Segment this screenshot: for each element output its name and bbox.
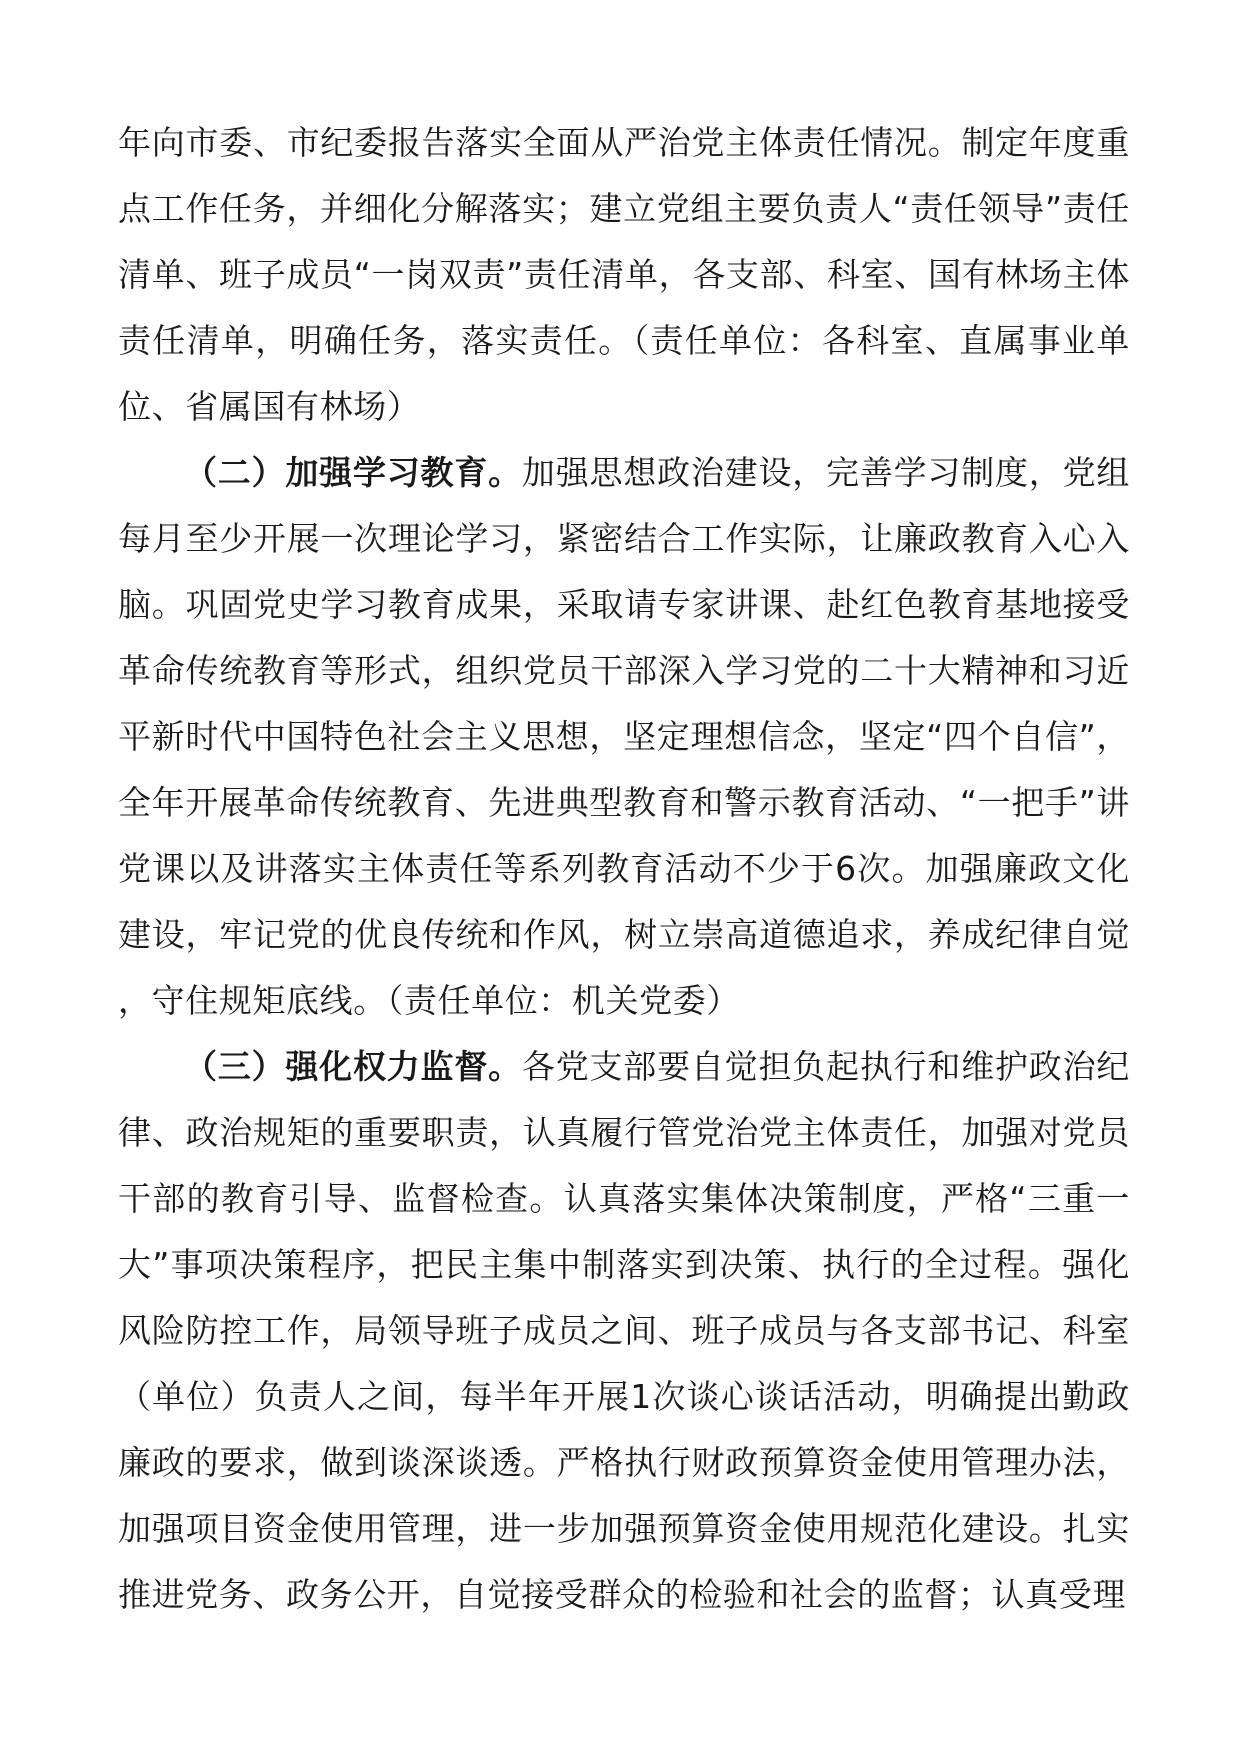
document-body [118,110,1130,1628]
section-heading-learning-education: （二）加强学习教育。 [184,453,522,492]
paragraph-text: 加强思想政治建设，完善学习制度，党组每月至少开展一次理论学习，紧密结合工作实际，让廉政教育入心入脑。巩固党史学习教育成果，采取请专家讲课、赴红色教育基地接受革命传统教育等形式，组织党员干部深入学习党的二十大精神和习近平新时代中国特色社会主义思想，坚定理想信念，坚定“四个自信”，全年开展革命传统教育、先进典型教育和警示教育活动、“一把手”讲党课以及讲落实主体责任等系列教育活动不少于6次。加强廉政文化建设，牢记党的优良传统和作风，树立崇高道德追求，养成纪律自觉，守住规矩底线。（责任单位：机关党委） [118,453,1130,1020]
section-heading-power-supervision: （三）强化权力监督。 [184,1047,522,1086]
paragraph-power-supervision [118,1034,1130,1628]
paragraph-responsibility-list [118,110,1130,440]
paragraph-learning-education [118,440,1130,1034]
paragraph-text: 年向市委、市纪委报告落实全面从严治党主体责任情况。制定年度重点工作任务，并细化分解落实；建立党组主要负责人“责任领导”责任清单、班子成员“一岗双责”责任清单，各支部、科室、国有林场主体责任清单，明确任务，落实责任。（责任单位：各科室、直属事业单位、省属国有林场） [118,123,1130,426]
paragraph-text: 各党支部要自觉担负起执行和维护政治纪律、政治规矩的重要职责，认真履行管党治党主体责任，加强对党员干部的教育引导、监督检查。认真落实集体决策制度，严格“三重一大”事项决策程序，把民主集中制落实到决策、执行的全过程。强化风险防控工作，局领导班子成员之间、班子成员与各支部书记、科室（单位）负责人之间，每半年开展1次谈心谈话活动，明确提出勤政廉政的要求，做到谈深谈透。严格执行财政预算资金使用管理办法，加强项目资金使用管理，进一步加强预算资金使用规范化建设。扎实推进党务、政务公开，自觉接受群众的检验和社会的监督；认真受理 [118,1047,1130,1614]
